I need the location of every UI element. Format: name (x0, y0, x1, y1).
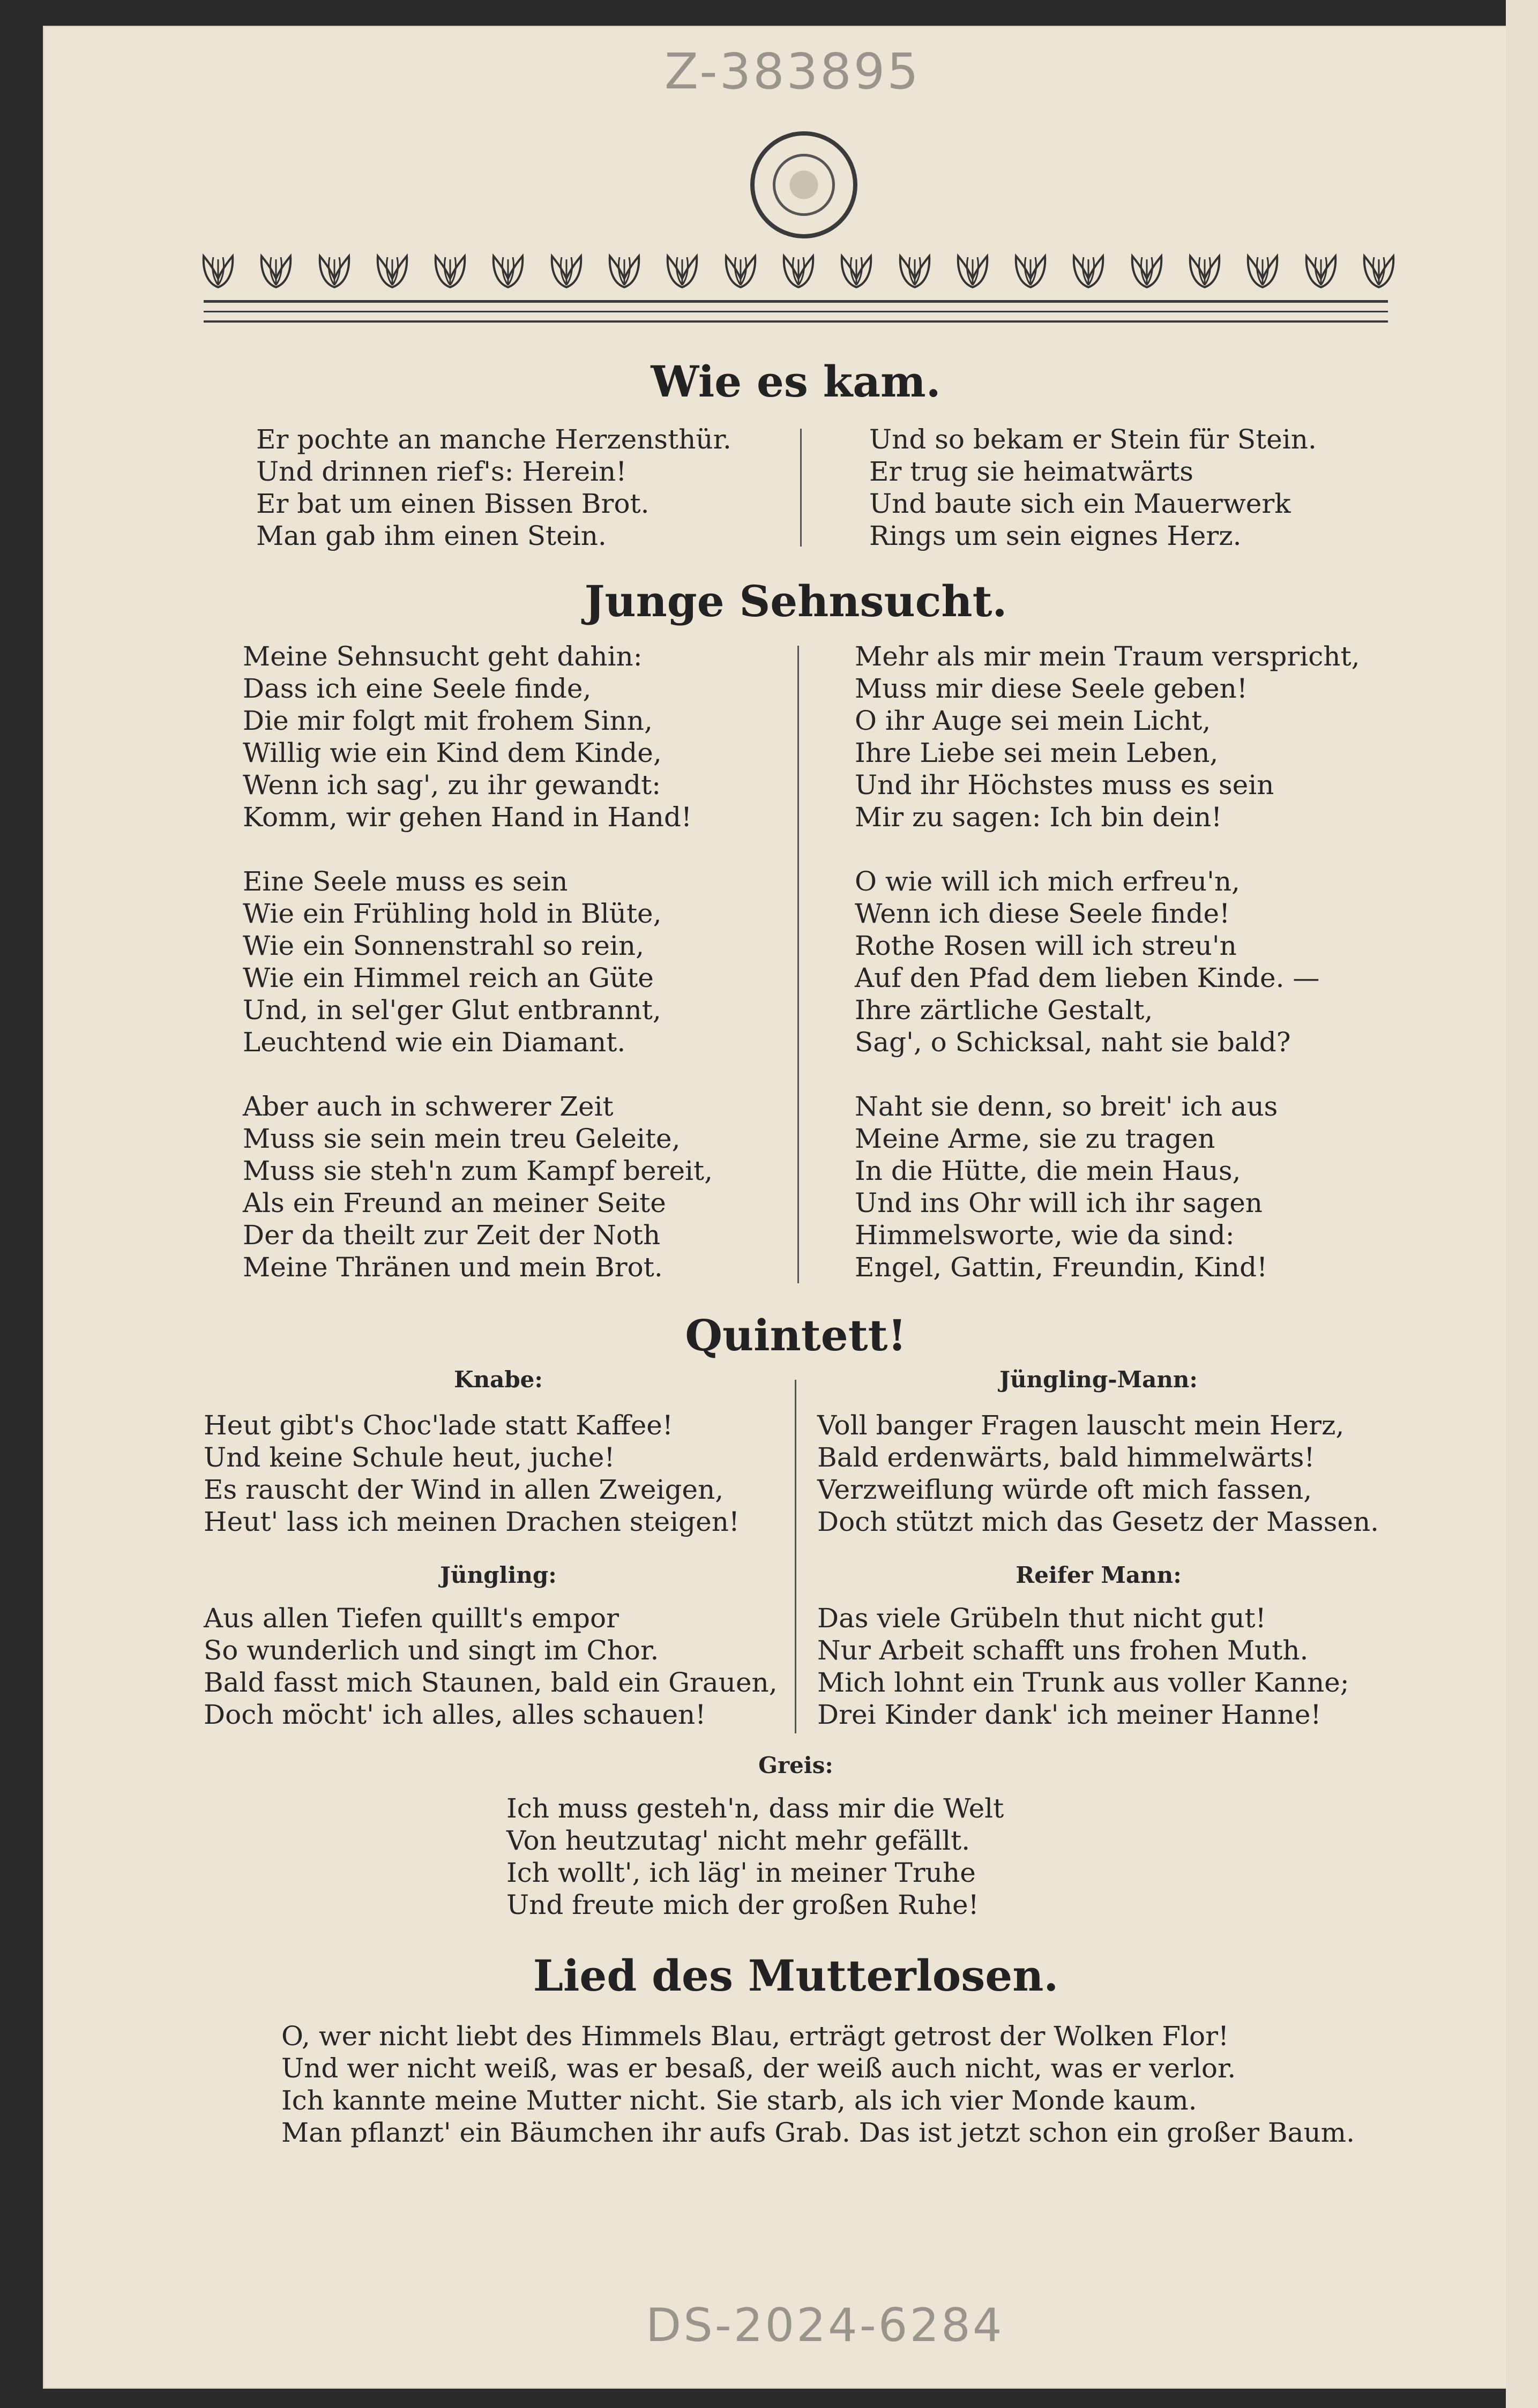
tulip-ornament-icon (779, 252, 818, 289)
tulip-ornament-icon (1127, 252, 1167, 289)
verse-line: Bald erdenwärts, bald himmelwärts! (817, 1442, 1315, 1473)
speaker-juengling: Jüngling: (440, 1562, 557, 1588)
poem-1-left-column (256, 423, 731, 552)
verse-line (855, 1058, 1360, 1090)
verse-line: In die Hütte, die mein Haus, (855, 1155, 1241, 1186)
verse-line: Ich kannte meine Mutter nicht. Sie starb, als ich vier Monde kaum. (281, 2085, 1197, 2116)
stanza-reifer-mann (817, 1602, 1349, 1731)
tulip-ornament-icon (1301, 252, 1341, 289)
verse-line: Die mir folgt mit frohem Sinn, (243, 705, 653, 736)
tulip-ornament-icon (721, 252, 760, 289)
header-rule-middle (204, 311, 1388, 312)
tulip-ornament-icon (895, 252, 935, 289)
verse-line: So wunderlich und singt im Chor. (204, 1635, 659, 1666)
tulip-ornament-icon (1185, 252, 1225, 289)
verse-line: Heut' lass ich meinen Drachen steigen! (204, 1506, 740, 1537)
speaker-knabe: Knabe: (454, 1366, 543, 1393)
tulip-ornament-icon (1069, 252, 1108, 289)
verse-line (243, 833, 713, 865)
poem-title-junge-sehnsucht: Junge Sehnsucht. (584, 576, 1007, 626)
verse-line: Der da theilt zur Zeit der Noth (243, 1220, 661, 1251)
poem-title-quintett: Quintett! (685, 1310, 907, 1360)
verse-line: Als ein Freund an meiner Seite (243, 1187, 666, 1218)
verse-line: Mehr als mir mein Traum verspricht, (855, 641, 1360, 672)
column-divider (795, 1380, 796, 1733)
tulip-ornament-icon (488, 252, 528, 289)
stanza-greis (506, 1792, 1004, 1921)
tulip-ornament-icon (662, 252, 702, 289)
tulip-ornament-icon (198, 252, 238, 289)
header-rule-bottom (204, 320, 1388, 323)
verse-line: Aber auch in schwerer Zeit (243, 1091, 614, 1122)
verse-line: Wie ein Frühling hold in Blüte, (243, 898, 662, 929)
stamp-emblem-icon (773, 154, 835, 216)
verse-line: Und ins Ohr will ich ihr sagen (855, 1187, 1263, 1218)
verse-line: Auf den Pfad dem lieben Kinde. — (855, 962, 1320, 993)
verse-line: Dass ich eine Seele finde, (243, 673, 592, 704)
tulip-ornament-icon (953, 252, 992, 289)
verse-line: Es rauscht der Wind in allen Zweigen, (204, 1474, 724, 1505)
verse-line: Meine Thränen und mein Brot. (243, 1252, 663, 1283)
verse-line: Aus allen Tiefen quillt's empor (204, 1603, 619, 1634)
handwritten-catalog-number: Z-383895 (665, 43, 921, 100)
verse-line: Und freute mich der großen Ruhe! (506, 1889, 979, 1920)
verse-line: Rothe Rosen will ich streu'n (855, 930, 1237, 961)
verse-line: Er pochte an manche Herzensthür. (256, 424, 731, 455)
verse-line: O, wer nicht liebt des Himmels Blau, erträgt getrost der Wolken Flor! (281, 2021, 1229, 2052)
tulip-ornament-icon (547, 252, 586, 289)
tulip-ornament-icon (1359, 252, 1399, 289)
verse-line: Mir zu sagen: Ich bin dein! (855, 802, 1222, 833)
tulip-ornament-icon (837, 252, 876, 289)
verse-line: Wenn ich diese Seele finde! (855, 898, 1230, 929)
verse-line: Von heutzutag' nicht mehr gefällt. (506, 1825, 970, 1856)
verse-line: Und drinnen rief's: Herein! (256, 456, 627, 487)
tulip-ornament-icon (372, 252, 412, 289)
verse-line: Muss mir diese Seele geben! (855, 673, 1248, 704)
poem-2-right-column (855, 640, 1360, 1283)
handwritten-shelf-number: DS-2024-6284 (646, 2299, 1004, 2352)
verse-line: Er trug sie heimatwärts (869, 456, 1193, 487)
verse-line: Und keine Schule heut, juche! (204, 1442, 615, 1473)
verse-line: Und ihr Höchstes muss es sein (855, 769, 1274, 801)
verse-line: Doch stützt mich das Gesetz der Massen. (817, 1506, 1379, 1537)
verse-line (855, 833, 1360, 865)
verse-line: Man gab ihm einen Stein. (256, 520, 607, 551)
verse-line: Und baute sich ein Mauerwerk (869, 488, 1291, 519)
verse-line: Muss sie steh'n zum Kampf bereit, (243, 1155, 713, 1186)
verse-line: Wie ein Himmel reich an Güte (243, 962, 654, 993)
verse-line: Komm, wir gehen Hand in Hand! (243, 802, 692, 833)
tulip-ornament-icon (315, 252, 354, 289)
verse-line: Willig wie ein Kind dem Kinde, (243, 737, 662, 768)
verse-line: Naht sie denn, so breit' ich aus (855, 1091, 1278, 1122)
verse-line: Ich wollt', ich läg' in meiner Truhe (506, 1857, 976, 1888)
poem-title-lied-des-mutterlosen: Lied des Mutterlosen. (533, 1950, 1059, 2001)
verse-line: Doch möcht' ich alles, alles schauen! (204, 1699, 706, 1730)
verse-line: Mich lohnt ein Trunk aus voller Kanne; (817, 1667, 1349, 1698)
column-divider (800, 429, 802, 547)
column-divider (797, 646, 799, 1283)
verse-line: Sag', o Schicksal, naht sie bald? (855, 1027, 1291, 1058)
verse-line: Das viele Grübeln thut nicht gut! (817, 1603, 1266, 1634)
speaker-reifer-mann: Reifer Mann: (1016, 1562, 1182, 1588)
verse-line: Wenn ich sag', zu ihr gewandt: (243, 769, 661, 801)
verse-line: Und so bekam er Stein für Stein. (869, 424, 1317, 455)
poem-1-right-column (869, 423, 1317, 552)
stanza-knabe (204, 1409, 740, 1538)
verse-line: Er bat um einen Bissen Brot. (256, 488, 649, 519)
stanza-juengling-mann (817, 1409, 1379, 1538)
speaker-greis: Greis: (758, 1752, 833, 1778)
verse-line: O ihr Auge sei mein Licht, (855, 705, 1211, 736)
verse-line: Himmelsworte, wie da sind: (855, 1220, 1235, 1251)
stanza-juengling (204, 1602, 778, 1731)
tulip-ornament-icon (1011, 252, 1050, 289)
verse-line: Und wer nicht weiß, was er besaß, der weiß auch nicht, was er verlor. (281, 2053, 1236, 2084)
verse-line: Nur Arbeit schafft uns frohen Muth. (817, 1635, 1309, 1666)
verse-line: Ihre Liebe sei mein Leben, (855, 737, 1219, 768)
speaker-juengling-mann: Jüngling-Mann: (999, 1366, 1198, 1393)
verse-line: Ich muss gesteh'n, dass mir die Welt (506, 1793, 1004, 1824)
verse-line: Muss sie sein mein treu Geleite, (243, 1123, 681, 1154)
verse-line: Engel, Gattin, Freundin, Kind! (855, 1252, 1268, 1283)
verse-line (243, 1058, 713, 1090)
tulip-ornament-icon (604, 252, 644, 289)
poem-2-left-column (243, 640, 713, 1283)
verse-line: Eine Seele muss es sein (243, 866, 568, 897)
verse-line: O wie will ich mich erfreu'n, (855, 866, 1240, 897)
verse-line: Heut gibt's Choc'lade statt Kaffee! (204, 1410, 673, 1441)
tulip-ornament-icon (430, 252, 470, 289)
tulip-ornament-row (198, 249, 1399, 292)
tulip-ornament-icon (256, 252, 296, 289)
verse-line: Leuchtend wie ein Diamant. (243, 1027, 626, 1058)
verse-line: Man pflanzt' ein Bäumchen ihr aufs Grab. Das ist jetzt schon ein großer Baum. (281, 2117, 1355, 2148)
verse-line: Und, in sel'ger Glut entbrannt, (243, 994, 661, 1026)
library-stamp (750, 131, 857, 238)
verse-line: Verzweiflung würde oft mich fassen, (817, 1474, 1312, 1505)
verse-line: Voll banger Fragen lauscht mein Herz, (817, 1410, 1345, 1441)
verse-line: Bald fasst mich Staunen, bald ein Grauen, (204, 1667, 778, 1698)
verse-line: Meine Arme, sie zu tragen (855, 1123, 1215, 1154)
header-rule-top (204, 300, 1388, 303)
poem-4-stanza (281, 2020, 1355, 2149)
verse-line: Wie ein Sonnenstrahl so rein, (243, 930, 644, 961)
verse-line: Ihre zärtliche Gestalt, (855, 994, 1153, 1026)
tulip-ornament-icon (1243, 252, 1282, 289)
verse-line: Meine Sehnsucht geht dahin: (243, 641, 643, 672)
poem-title-wie-es-kam: Wie es kam. (651, 356, 941, 407)
verse-line: Drei Kinder dank' ich meiner Hanne! (817, 1699, 1322, 1730)
verse-line: Rings um sein eignes Herz. (869, 520, 1242, 551)
